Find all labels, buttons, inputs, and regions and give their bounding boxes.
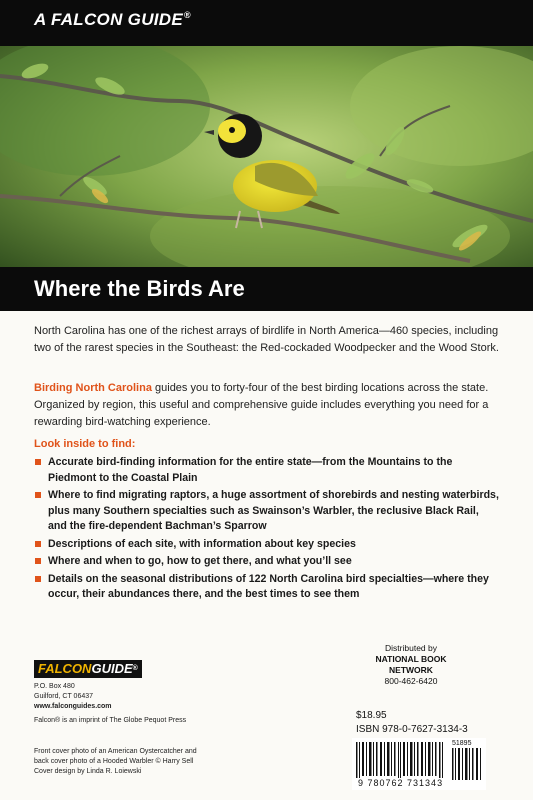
publisher-city: Guilford, CT 06437 [34,693,94,700]
distributor-name: NATIONAL BOOK NETWORK [375,654,447,675]
credit-line-2: back cover photo of a Hooded Warbler © Harry Sell [34,758,194,765]
feature-list [34,455,500,605]
description-paragraph [34,380,500,431]
publisher-po-box: P.O. Box 480 [34,683,75,690]
list-item: Details on the seasonal distributions of 122 North Carolina bird specialties—where they occur, their abundances there, and the best times to see them [34,572,500,603]
list-item: Where and when to go, how to get there, and what you’ll see [34,554,500,570]
title-band [0,267,533,311]
barcode-addon: 51895 [452,740,472,747]
isbn: ISBN 978-0-7627-3134-3 [356,724,468,735]
distributor-phone: 800-462-6420 [384,676,438,686]
hooded-warbler-photo [0,46,533,267]
series-logo-text: A FALCON GUIDE [34,10,184,29]
distribution-label: Distributed by [385,643,437,653]
page-title: Where the Birds Are [34,276,245,301]
description-text: guides you to forty-four of the best birding locations across the state. Organized by region, this useful and comprehensive guide includes everything you need for a rewarding bird-watching experience. [34,382,489,428]
barcode-number: 9 780762 731343 [358,778,444,788]
list-item: Descriptions of each site, with information about key species [34,537,500,553]
look-inside-heading: Look inside to find: [34,438,136,450]
price: $18.95 [356,710,387,721]
series-logo: A FALCON GUIDE® [34,10,191,29]
publisher-imprint: Falcon® is an imprint of The Globe Pequot Press [34,717,187,724]
intro-paragraph: North Carolina has one of the richest arrays of birdlife in North America—460 species, including two of the rarest species in the Southeast: the Red-cockaded Woodpecker and the Wood Stork. [34,325,499,354]
publisher-logo: FALCONGUIDE® [34,660,142,678]
book-title-highlight: Birding North Carolina [34,382,152,394]
credit-line-3: Cover design by Linda R. Loiewski [34,768,142,775]
publisher-logo-falcon: FALCON [38,661,92,676]
top-band [0,0,533,46]
publisher-website: www.falconguides.com [34,703,112,710]
list-item: Accurate bird-finding information for the entire state—from the Mountains to the Piedmont to the Coastal Plain [34,455,500,486]
list-item: Where to find migrating raptors, a huge assortment of shorebirds and nesting waterbirds, plus many Southern specialties such as Swainson’s Warbler, the reclusive Black Rail, and the fire-dependent Bachman’s Sparrow [34,488,500,535]
publisher-logo-guide: GUIDE [91,661,133,676]
credit-line-1: Front cover photo of an American Oystercatcher and [34,748,197,755]
distribution-block [356,643,466,687]
cover-photo [0,46,533,267]
